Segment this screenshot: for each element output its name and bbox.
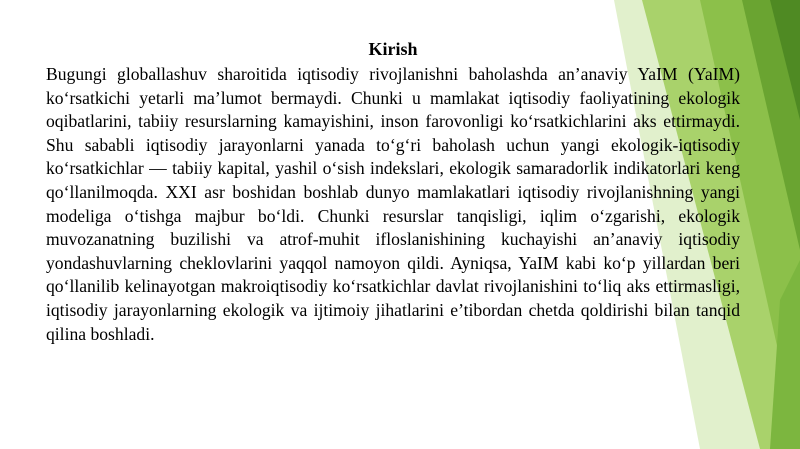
text-content	[46, 38, 740, 346]
body-paragraph: Bugungi globallashuv sharoitida iqtisodiy rivojlanishni baholashda an’anaviy YaIM (YaIM) ko‘rsatkichi yetarli ma’lumot bermaydi. Chunki u mamlakat iqtisodiy faoliyatining ekologik oqibatlarini, tabiiy resurslarning kamayishini, inson farovonligi ko‘rsatkichlarini aks ettirmaydi. Shu sababli iqtisodiy jarayonlarni yanada to‘g‘ri baholash uchun yangi ekologik-iqtisodiy ko‘rsatkichlar — tabiiy kapital, yashil o‘sish indekslari, ekologik samaradorlik indikatorlari keng qo‘llanilmoqda. XXI asr boshidan boshlab dunyo mamlakatlari iqtisodiy rivojlanishning yangi modeliga o‘tishga majbur bo‘ldi. Chunki resurslar tanqisligi, iqlim o‘zgarishi, ekologik muvozanatning buzilishi va atrof-muhit ifloslanishining kuchayishi an’anaviy iqtisodiy yondashuvlarning cheklovlarini yaqqol namoyon qildi. Ayniqsa, YaIM kabi ko‘p yillardan beri qo‘llanilib kelinayotgan makroiqtisodiy ko‘rsatkichlar davlat rivojlanishini to‘liq aks ettirmasligi, iqtisodiy jarayonlarning ekologik va ijtimoiy jihatlarini e’tibordan chetda qoldirishi bilan tanqid qilina boshladi.	[46, 64, 740, 344]
slide-title: Kirish	[368, 39, 418, 59]
